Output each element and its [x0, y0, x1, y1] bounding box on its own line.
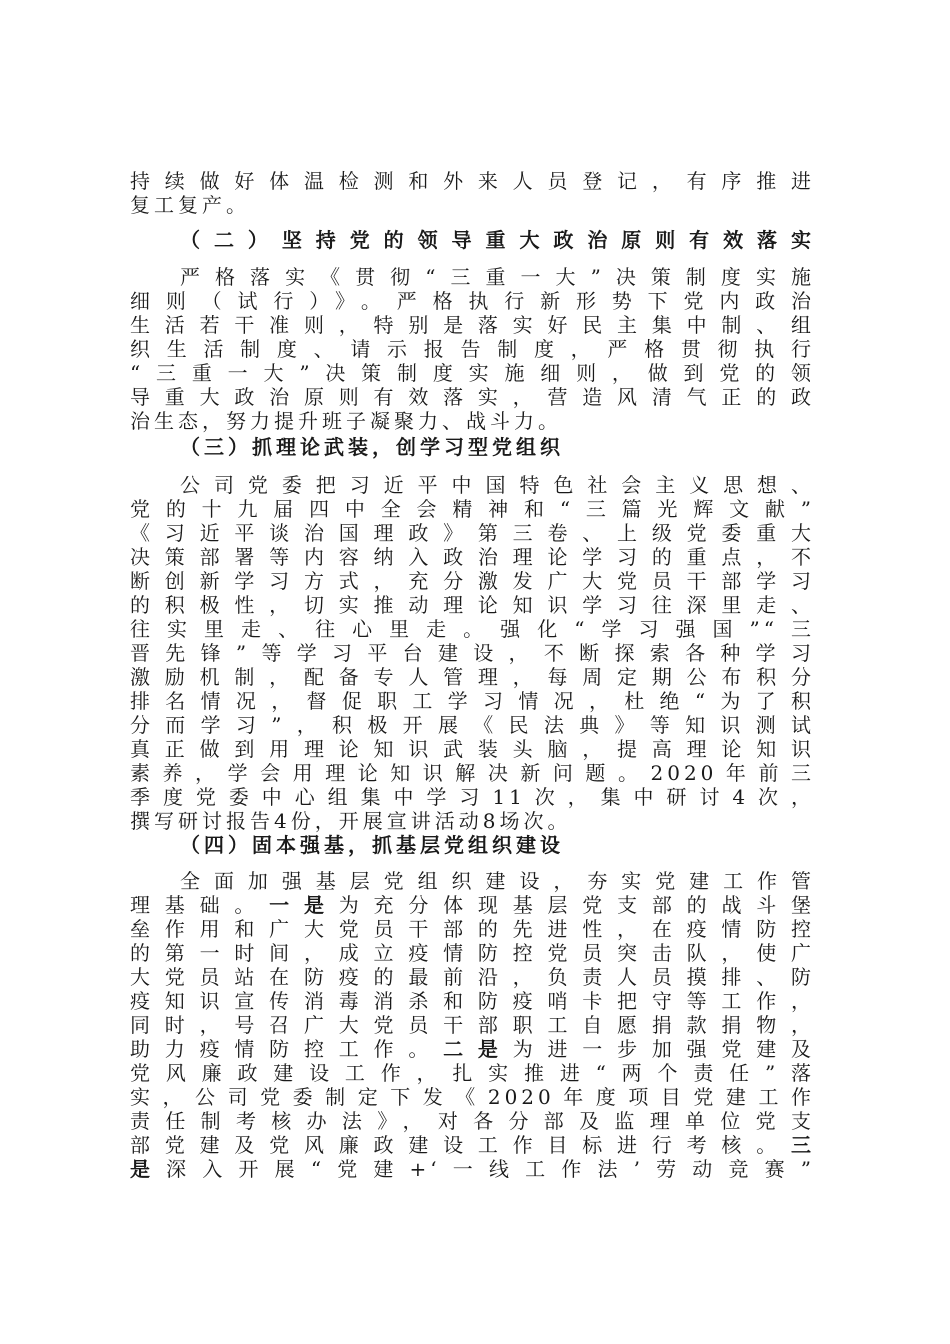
paragraph-line: 《习近平谈治国理政》第三卷、上级党委重大 — [130, 521, 815, 545]
section-heading-3: （三）抓理论武装，创学习型党组织 — [180, 435, 564, 459]
emphasis-first: 一是 — [269, 893, 339, 917]
paragraph-line: 同时，号召广大党员干部职工自愿捐款捐物， — [130, 1013, 815, 1037]
paragraph-line: 的积极性，切实推动理论知识学习往深里走、 — [130, 593, 815, 617]
paragraph-line: 治生态，努力提升班子凝聚力、战斗力。 — [130, 409, 562, 433]
paragraph-line: 实，公司党委制定下发《2020年度项目党建工作 — [130, 1085, 815, 1109]
paragraph-line: 织生活制度、请示报告制度，严格贯彻执行 — [130, 337, 815, 361]
paragraph-line: “三重一大”决策制度实施细则，做到党的领 — [130, 361, 815, 385]
paragraph-line: 生活若干准则，特别是落实好民主集中制、组 — [130, 313, 815, 337]
paragraph-line: 激励机制，配备专人管理，每周定期公布积分 — [130, 665, 815, 689]
emphasis-third-cont: 是 — [130, 1157, 167, 1181]
paragraph-line: 导重大政治原则有效落实，营造风清气正的政 — [130, 385, 815, 409]
paragraph-line: 撰写研讨报告4份，开展宣讲活动8场次。 — [130, 809, 572, 833]
paragraph-line: 复工复产。 — [130, 193, 250, 217]
paragraph-line: 真正做到用理论知识武装头脑，提高理论知识 — [130, 737, 815, 761]
emphasis-third: 三 — [791, 1133, 815, 1157]
paragraph-line: 往实里走、往心里走。强化“学习强国”“三 — [130, 617, 815, 641]
paragraph-line: 全面加强基层党组织建设，夯实党建工作管 — [180, 869, 815, 893]
paragraph-line: 党的十九届四中全会精神和“三篇光辉文献” — [130, 497, 815, 521]
paragraph-line: 公司党委把习近平中国特色社会主义思想、 — [180, 473, 815, 497]
paragraph-line: 责任制考核办法》，对各分部及监理单位党支 — [130, 1109, 815, 1133]
paragraph-line: 晋先锋”等学习平台建设，不断探索各种学习 — [130, 641, 815, 665]
paragraph-line: 严格落实《贯彻“三重一大”决策制度实施 — [180, 265, 815, 289]
paragraph-line: 排名情况，督促职工学习情况，杜绝“为了积 — [130, 689, 815, 713]
emphasis-second: 二是 — [443, 1037, 513, 1061]
paragraph-line: 垒作用和广大党员干部的先进性，在疫情防控 — [130, 917, 815, 941]
paragraph-line: 理基础。一是为充分体现基层党支部的战斗堡 — [130, 893, 815, 917]
paragraph-line: 是深入开展“党建+‘一线工作法’劳动竞赛” — [130, 1157, 815, 1181]
paragraph-line: 的第一时间，成立疫情防控党员突击队，使广 — [130, 941, 815, 965]
paragraph-line: 持续做好体温检测和外来人员登记，有序推进 — [130, 169, 815, 193]
paragraph-line: 素养，学会用理论知识解决新问题。2020年前三 — [130, 761, 815, 785]
paragraph-line: 部党建及党风廉政建设工作目标进行考核。三 — [130, 1133, 815, 1157]
paragraph-line: 细则（试行）》。严格执行新形势下党内政治 — [130, 289, 815, 313]
paragraph-line: 决策部署等内容纳入政治理论学习的重点，不 — [130, 545, 815, 569]
paragraph-line: 分而学习”，积极开展《民法典》等知识测试 — [130, 713, 815, 737]
paragraph-line: 大党员站在防疫的最前沿，负责人员摸排、防 — [130, 965, 815, 989]
paragraph-line: 断创新学习方式，充分激发广大党员干部学习 — [130, 569, 815, 593]
section-heading-2: （二）坚持党的领导重大政治原则有效落实 — [180, 228, 815, 252]
paragraph-line: 助力疫情防控工作。二是为进一步加强党建及 — [130, 1037, 815, 1061]
paragraph-line: 党风廉政建设工作，扎实推进“两个责任”落 — [130, 1061, 815, 1085]
paragraph-line: 疫知识宣传消毒消杀和防疫哨卡把守等工作， — [130, 989, 815, 1013]
paragraph-line: 季度党委中心组集中学习11次，集中研讨4次， — [130, 785, 815, 809]
section-heading-4: （四）固本强基，抓基层党组织建设 — [180, 833, 564, 857]
